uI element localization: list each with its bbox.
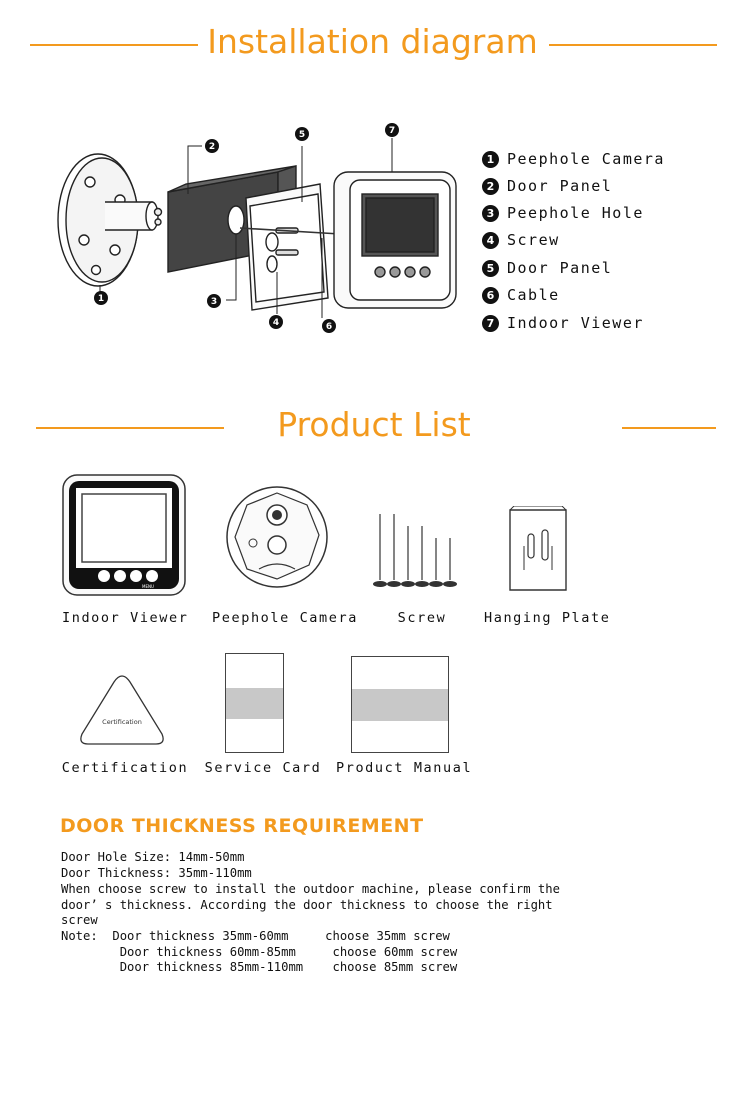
title-line-right: [549, 44, 717, 46]
svg-text:4: 4: [272, 318, 280, 328]
requirement-line: Door thickness 85mm-110mm choose 85mm screw: [61, 960, 458, 974]
svg-text:7: 7: [388, 126, 396, 136]
indoor-viewer-image: [62, 474, 186, 596]
legend-number: 1: [482, 151, 499, 168]
product-label-indoor-viewer: Indoor Viewer: [62, 610, 189, 626]
screw-image: [370, 510, 460, 594]
legend-label: Cable: [507, 286, 560, 304]
legend-label: Door Panel: [507, 259, 613, 277]
legend-number: 7: [482, 315, 499, 332]
product-list-title: Product List: [277, 405, 471, 444]
requirement-line: Door Hole Size: 14mm-50mm: [61, 850, 245, 864]
legend-item: [482, 229, 560, 251]
requirement-line: Note: Door thickness 35mm-60mm choose 35mm screw: [61, 929, 450, 943]
installation-title: Installation diagram: [207, 22, 538, 61]
service-card-band: [226, 688, 283, 719]
title-line-left: [36, 427, 224, 429]
legend-label: Indoor Viewer: [507, 314, 644, 332]
legend-item: [482, 257, 612, 279]
requirement-line: Door Thickness: 35mm-110mm: [61, 866, 252, 880]
legend-number: 4: [482, 232, 499, 249]
svg-text:5: 5: [298, 130, 306, 140]
product-label-certification: Certification: [61, 760, 189, 776]
product-label-service-card: Service Card: [204, 760, 322, 776]
requirement-title: DOOR THICKNESS REQUIREMENT: [60, 815, 424, 837]
legend-item: [482, 312, 644, 334]
legend-label: Screw: [507, 231, 560, 249]
svg-text:1: 1: [97, 294, 105, 304]
legend-item: [482, 202, 644, 224]
certification-image: [76, 672, 168, 750]
legend-item: [482, 284, 560, 306]
title-line-left: [30, 44, 198, 46]
legend-item: [482, 175, 612, 197]
legend-label: Peephole Hole: [507, 204, 644, 222]
product-manual-band: [352, 689, 448, 721]
legend-label: Door Panel: [507, 177, 613, 195]
requirement-line: Door thickness 60mm-85mm choose 60mm screw: [61, 945, 458, 959]
product-label-hanging-plate: Hanging Plate: [484, 610, 611, 626]
svg-text:2: 2: [208, 142, 216, 152]
certificate-text: Certification: [102, 718, 142, 726]
peephole-camera-image: [225, 485, 329, 589]
hanging-plate-image: [508, 506, 568, 594]
product-manual-image: [351, 656, 449, 753]
legend-item: [482, 148, 665, 170]
service-card-image: [225, 653, 284, 753]
legend-number: 2: [482, 178, 499, 195]
requirement-line: screw: [61, 913, 98, 927]
legend-label: Peephole Camera: [507, 150, 665, 168]
title-line-right: [622, 427, 716, 429]
product-label-peephole-camera: Peephole Camera: [212, 610, 358, 626]
legend-number: 6: [482, 287, 499, 304]
legend-number: 3: [482, 205, 499, 222]
product-label-product-manual: Product Manual: [336, 760, 473, 776]
svg-text:6: 6: [325, 322, 333, 332]
requirement-line: door’ s thickness. According the door thickness to choose the right: [61, 898, 553, 912]
product-label-screw: Screw: [397, 610, 447, 626]
svg-text:3: 3: [210, 297, 218, 307]
viewer-menu-text: MENU: [142, 584, 154, 589]
requirement-line: When choose screw to install the outdoor machine, please confirm the: [61, 882, 560, 896]
legend-number: 5: [482, 260, 499, 277]
installation-drawing: [0, 110, 470, 340]
